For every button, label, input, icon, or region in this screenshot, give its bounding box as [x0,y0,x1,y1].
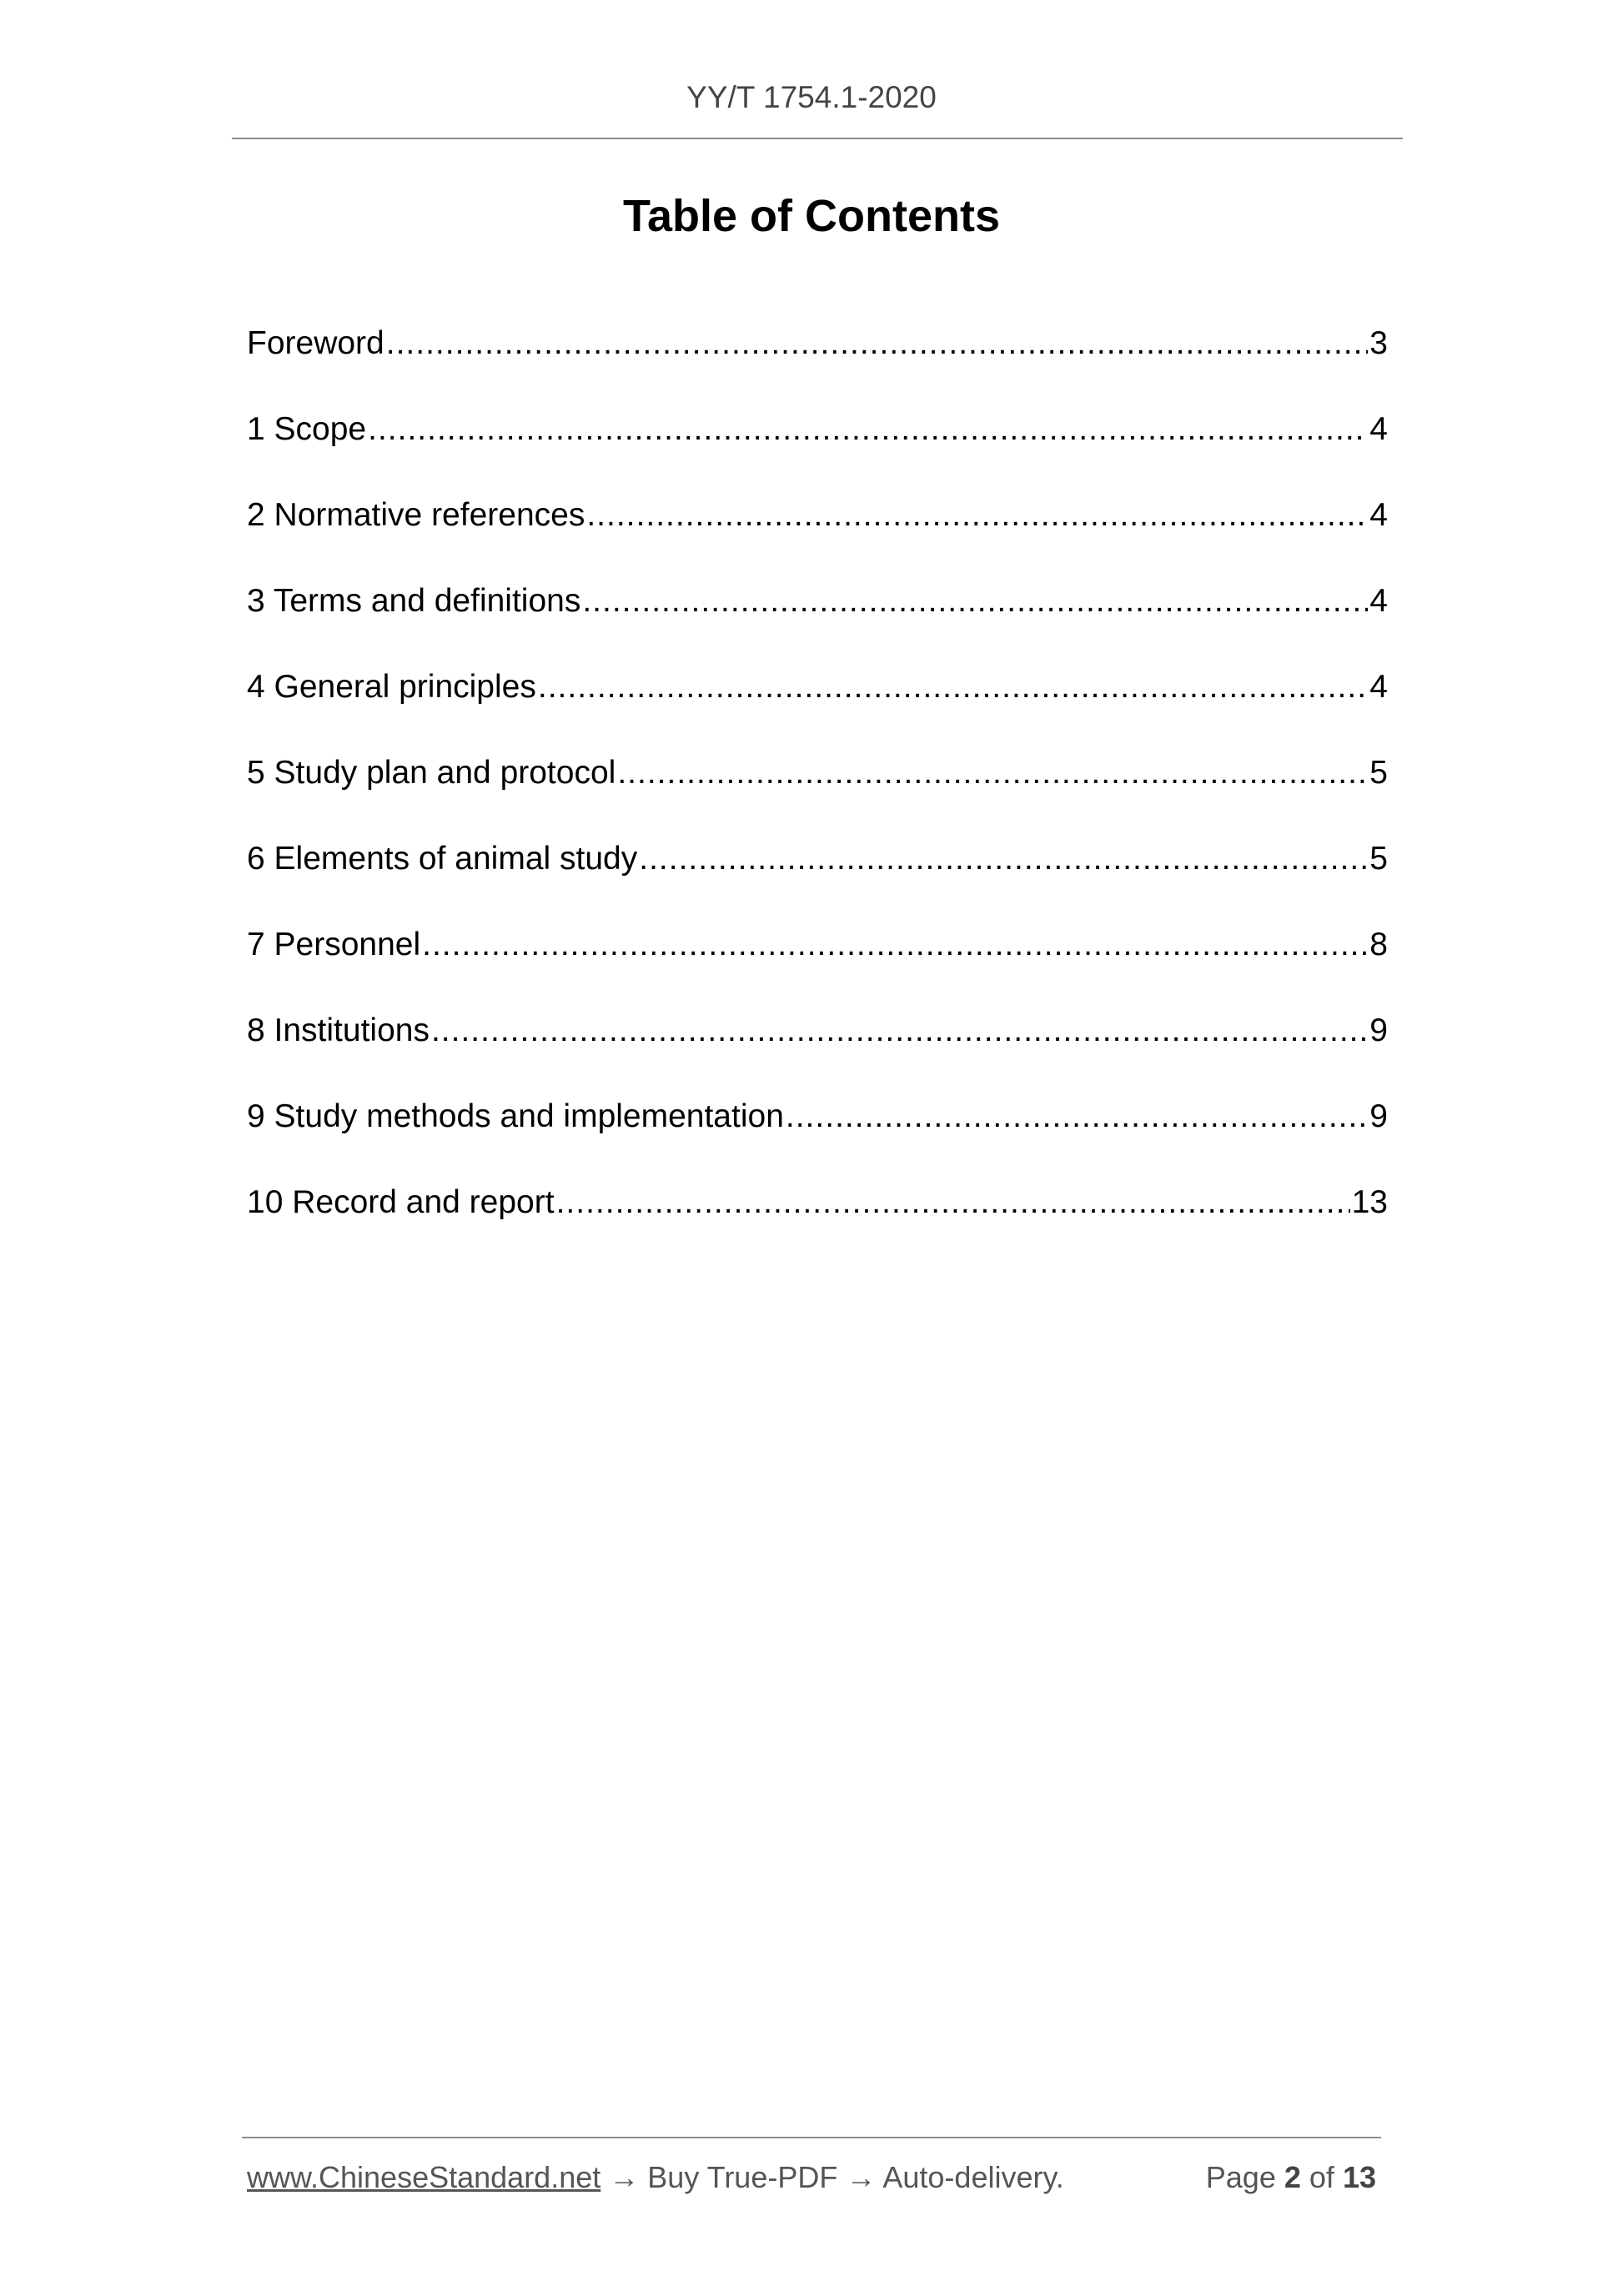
toc-dot-leader [556,1180,1350,1225]
toc-entry-label: 2 Normative references [247,497,585,533]
document-code: YY/T 1754.1-2020 [686,80,937,114]
toc-entry-page: 13 [1351,1184,1388,1220]
toc-entry-page: 9 [1369,1098,1388,1134]
current-page-number: 2 [1284,2160,1301,2194]
toc-entry-foreword[interactable] [247,321,1388,407]
footer-promo [247,2160,1064,2195]
toc-entry-label: 9 Study methods and implementation [247,1098,784,1134]
toc-entry-page: 4 [1369,411,1388,447]
toc-dot-leader [368,407,1368,452]
toc-dot-leader [422,922,1368,967]
toc-dot-leader [639,837,1368,882]
toc-entry-page: 9 [1369,1012,1388,1048]
toc-entry-record-and-report[interactable] [247,1180,1388,1266]
toc-entry-page: 4 [1369,583,1388,619]
toc-entry-institutions[interactable] [247,1008,1388,1094]
toc-entry-page: 4 [1369,669,1388,705]
page-label: Page [1205,2160,1276,2194]
toc-entry-page: 5 [1369,755,1388,791]
header-divider [232,138,1403,139]
toc-dot-leader [617,751,1368,796]
toc-entry-label: 6 Elements of animal study [247,841,638,877]
toc-dot-leader [786,1094,1368,1139]
toc-entry-terms-and-definitions[interactable] [247,579,1388,665]
toc-entry-label: 10 Record and report [247,1184,555,1220]
toc-entry-page: 4 [1369,497,1388,533]
toc-entry-label: 7 Personnel [247,927,421,962]
toc-dot-leader [538,665,1368,710]
toc-entry-label: 5 Study plan and protocol [247,755,616,791]
toc-dot-leader [386,321,1369,366]
toc-entry-label: 4 General principles [247,669,536,705]
toc-entry-scope[interactable] [247,407,1388,493]
toc-entry-normative-references[interactable] [247,493,1388,579]
arrow-right-icon: → [846,2160,877,2194]
toc-entry-label: 8 Institutions [247,1012,430,1048]
toc-entry-label: Foreword [247,325,384,361]
footer-divider [242,2137,1381,2138]
toc-entry-study-plan[interactable] [247,751,1388,837]
arrow-right-icon: → [609,2160,640,2194]
toc-entry-page: 3 [1369,325,1388,361]
toc-entry-study-methods[interactable] [247,1094,1388,1180]
toc-entry-label: 1 Scope [247,411,367,447]
table-of-contents [247,321,1388,1266]
toc-entry-label: 3 Terms and definitions [247,583,581,619]
toc-entry-page: 8 [1369,927,1388,962]
page-title: Table of Contents [623,191,1000,241]
toc-dot-leader [582,579,1368,624]
toc-entry-page: 5 [1369,841,1388,877]
of-label: of [1309,2160,1334,2194]
toc-entry-general-principles[interactable] [247,665,1388,751]
toc-dot-leader [586,493,1368,538]
toc-entry-elements-of-animal-study[interactable] [247,837,1388,922]
buy-true-pdf-text: Buy True-PDF [647,2160,838,2194]
toc-entry-personnel[interactable] [247,922,1388,1008]
website-link[interactable]: www.ChineseStandard.net [247,2160,601,2194]
toc-dot-leader [431,1008,1368,1053]
auto-delivery-text: Auto-delivery. [882,2160,1064,2194]
page-indicator [1206,2160,1376,2195]
total-pages-number: 13 [1342,2160,1376,2194]
